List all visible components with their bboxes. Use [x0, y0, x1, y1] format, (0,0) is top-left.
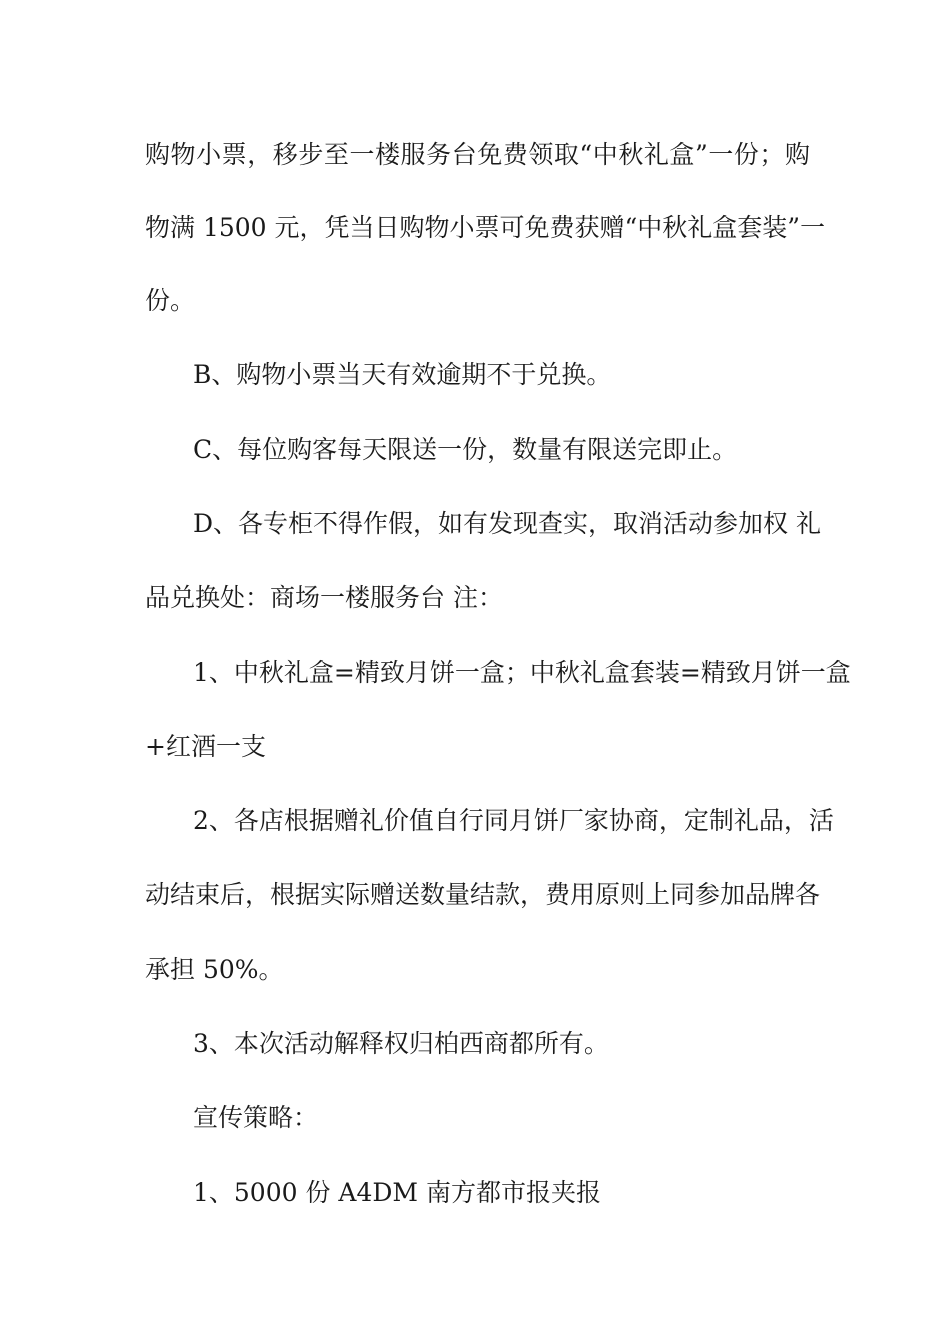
paragraph-line: 2、各店根据赠礼价值自行同月饼厂家协商，定制礼品，活	[193, 806, 834, 835]
paragraph-line: 3、本次活动解释权归柏西商都所有。	[193, 1029, 609, 1058]
paragraph-line: C、每位购客每天限送一份，数量有限送完即止。	[193, 435, 738, 464]
paragraph-line: D、各专柜不得作假，如有发现查实，取消活动参加权 礼	[193, 509, 821, 538]
paragraph-line: 购物小票，移步至一楼服务台免费领取“中秋礼盒”一份；购	[145, 140, 810, 169]
paragraph-line: 1、5000 份 A4DM 南方都市报夹报	[193, 1178, 601, 1207]
paragraph-line: 承担 50%。	[145, 955, 284, 984]
paragraph-line: 份。	[145, 286, 196, 315]
paragraph-line: 品兑换处：商场一楼服务台 注：	[145, 583, 503, 612]
paragraph-line: 物满 1500 元，凭当日购物小票可免费获赠“中秋礼盒套装”一	[145, 213, 826, 242]
paragraph-line: B、购物小票当天有效逾期不于兑换。	[193, 360, 612, 389]
paragraph-line: +红酒一支	[145, 732, 266, 761]
paragraph-line: 动结束后，根据实际赠送数量结款，费用原则上同参加品牌各	[145, 880, 821, 909]
paragraph-line: 1、中秋礼盒=精致月饼一盒；中秋礼盒套装=精致月饼一盒	[193, 658, 851, 687]
section-heading: 宣传策略：	[193, 1103, 319, 1132]
